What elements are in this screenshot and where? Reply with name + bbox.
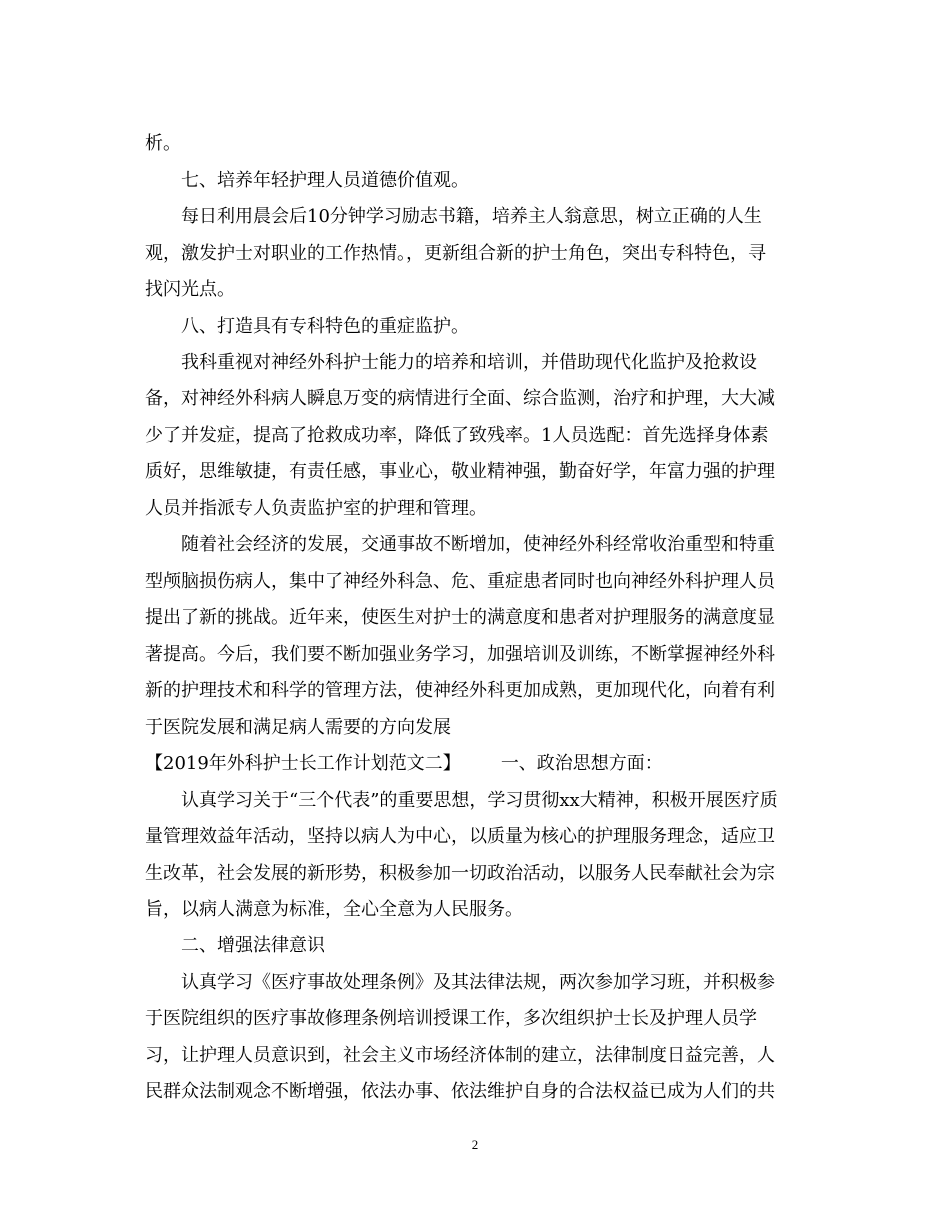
text-line: 认真学习《医疗事故处理条例》及其法律法规，两次参加学习班，并积极参	[181, 972, 775, 993]
section-heading: 七、培养年轻护理人员道德价值观。	[181, 170, 469, 191]
text-line: 习，让护理人员意识到，社会主义市场经济体制的建立，法律制度日益完善，人	[145, 1045, 775, 1066]
article-title: 【2019年外科护士长工作计划范文二】	[145, 753, 461, 774]
text-line: 析。	[145, 133, 181, 154]
text-line: 提出了新的挑战。近年来，使医生对护士的满意度和患者对护理服务的满意度显	[145, 607, 775, 628]
section-heading: 二、增强法律意识	[181, 935, 325, 956]
text-line: 量管理效益年活动，坚持以病人为中心，以质量为核心的护理服务理念，适应卫	[145, 826, 775, 847]
article-heading-line	[145, 752, 663, 776]
text-line: 人员并指派专人负责监护室的护理和管理。	[145, 498, 487, 519]
text-line: 于医院组织的医疗事故修理条例培训授课工作，多次组织护士长及护理人员学	[145, 1008, 757, 1029]
text-line: 观，激发护士对职业的工作热情。，更新组合新的护士角色，突出专科特色，寻	[145, 243, 766, 264]
page-number: 2	[471, 1137, 479, 1152]
text-line: 生改革，社会发展的新形势，积极参加一切政治活动，以服务人民奉献社会为宗	[145, 863, 775, 884]
text-line: 质好，思维敏捷，有责任感，事业心，敬业精神强，勤奋好学，年富力强的护理	[145, 461, 775, 482]
section-heading: 一、政治思想方面：	[500, 753, 663, 774]
text-line: 少了并发症，提高了抢救成功率，降低了致残率。1人员选配：首先选择身体素	[145, 425, 769, 446]
text-line: 认真学习关于“三个代表”的重要思想，学习贯彻xx大精神，积极开展医疗质	[181, 790, 778, 811]
text-line: 型颅脑损伤病人，集中了神经外科急、危、重症患者同时也向神经外科护理人员	[145, 571, 775, 592]
text-line: 找闪光点。	[145, 279, 235, 300]
text-line: 民群众法制观念不断增强，依法办事、依法维护自身的合法权益已成为人们的共	[145, 1081, 775, 1102]
text-line: 旨，以病人满意为标准，全心全意为人民服务。	[145, 899, 523, 920]
text-line: 著提高。今后，我们要不断加强业务学习，加强培训及训练，不断掌握神经外科	[145, 644, 775, 665]
text-line: 我科重视对神经外科护士能力的培养和培训，并借助现代化监护及抢救设	[181, 352, 757, 373]
text-line: 每日利用晨会后10分钟学习励志书籍，培养主人翁意思，树立正确的人生	[181, 206, 762, 227]
section-heading: 八、打造具有专科特色的重症监护。	[181, 316, 469, 337]
text-line: 新的护理技术和科学的管理方法，使神经外科更加成熟，更加现代化，向着有利	[145, 680, 775, 701]
text-line: 随着社会经济的发展，交通事故不断增加，使神经外科经常收治重型和特重	[181, 534, 775, 555]
text-line: 备，对神经外科病人瞬息万变的病情进行全面、综合监测，治疗和护理，大大减	[145, 388, 775, 409]
text-line: 于医院发展和满足病人需要的方向发展	[145, 717, 451, 738]
